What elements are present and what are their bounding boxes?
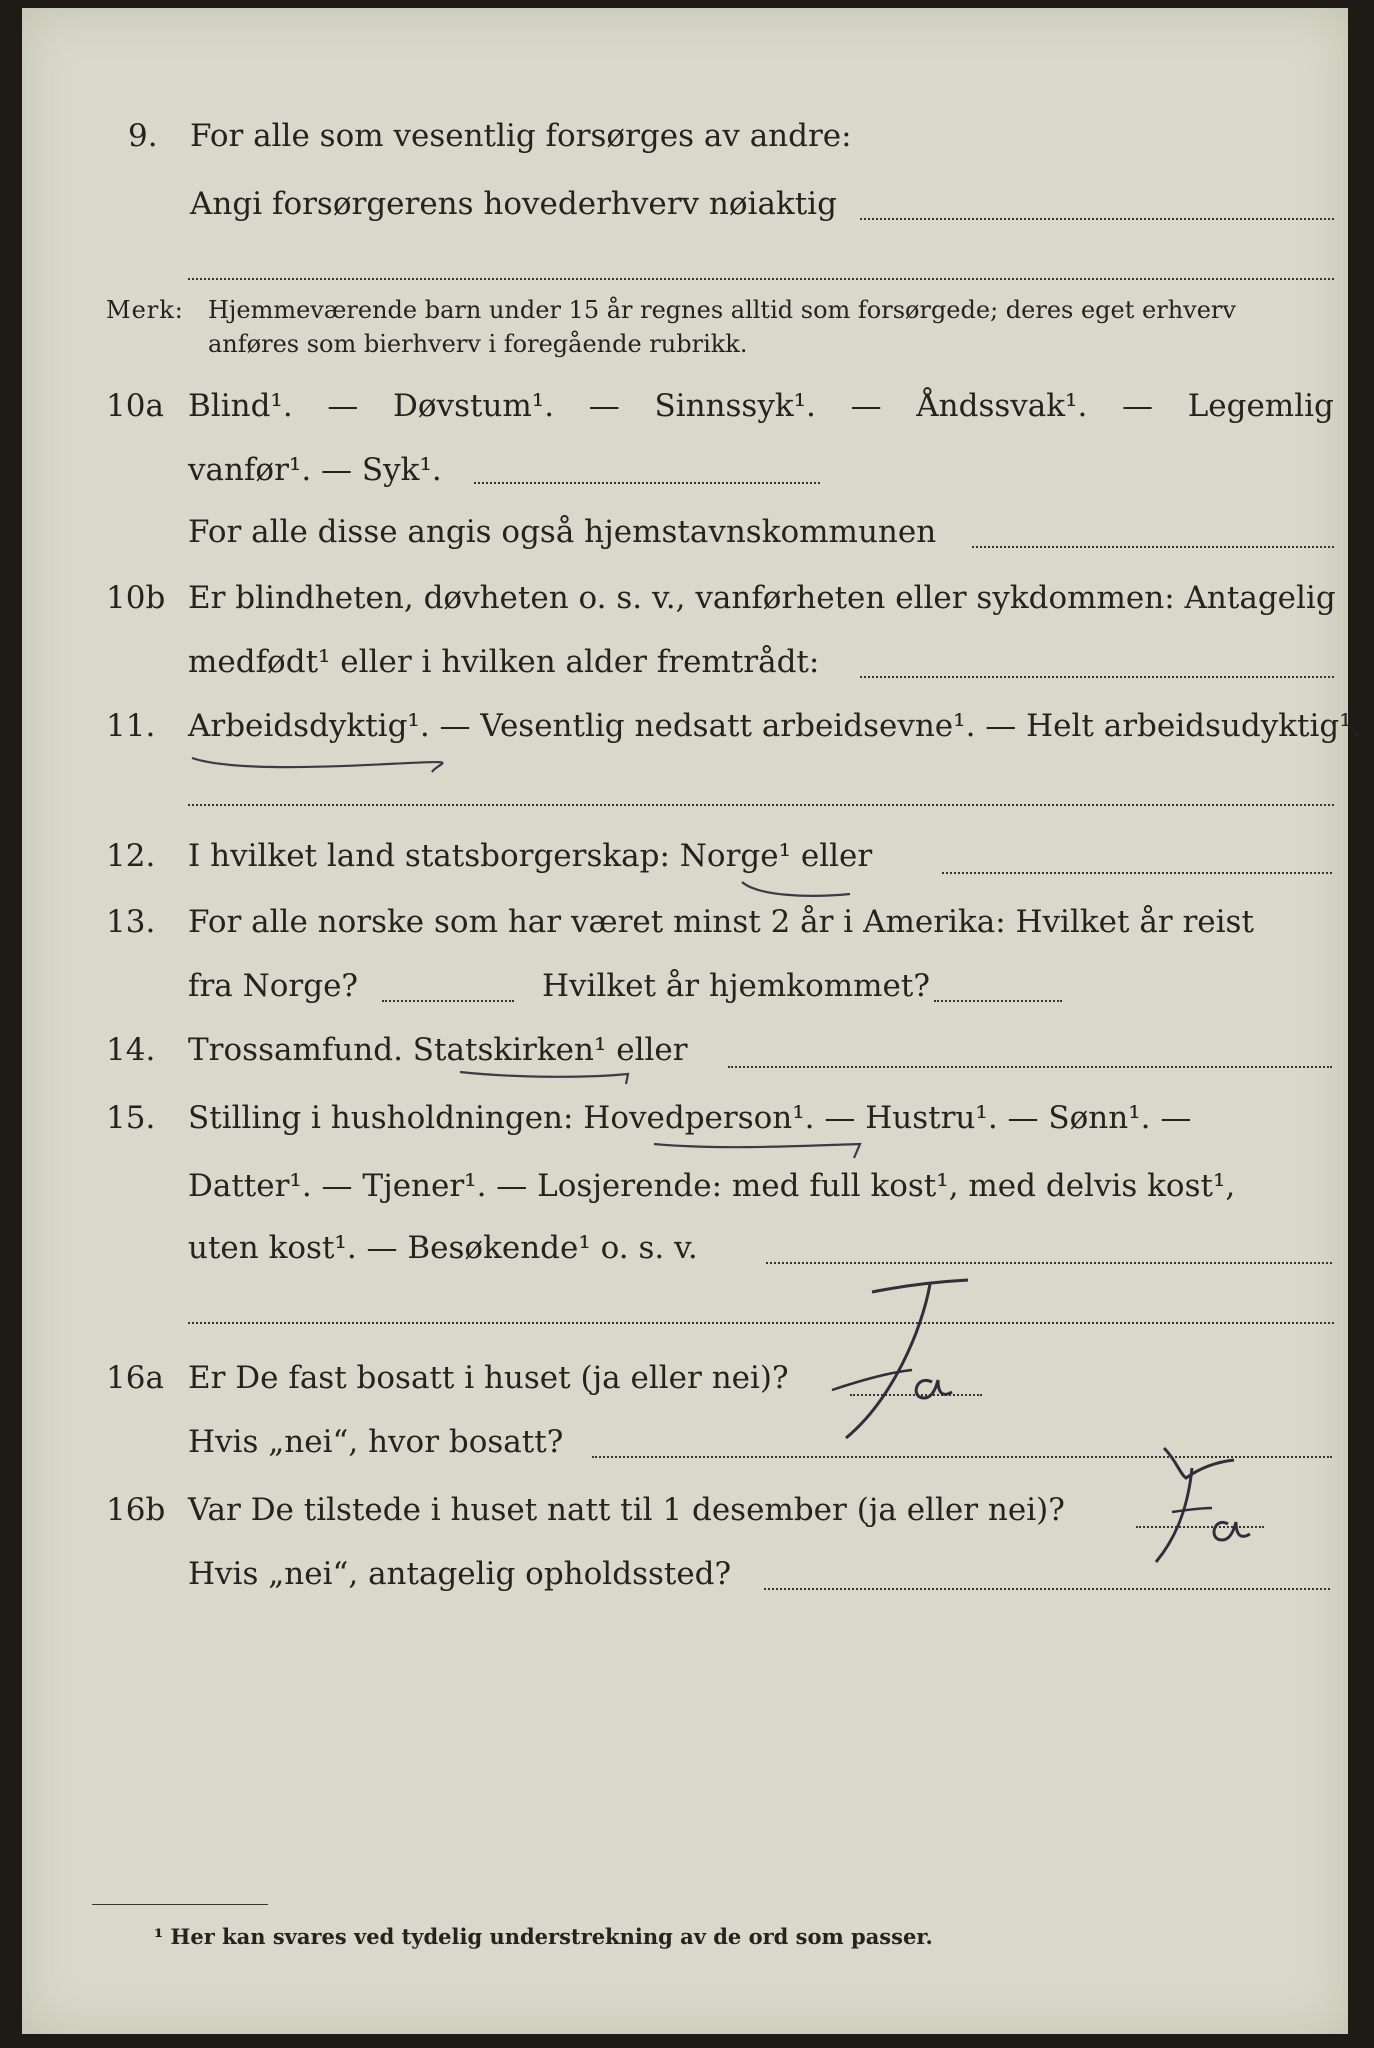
q16b-handwritten-answer: [1116, 1423, 1276, 1578]
q14-handwritten-underline: [456, 1066, 636, 1090]
q9-text-2: Angi forsørgerens hovederhverv nøiaktig: [190, 186, 837, 222]
q16b-text-2: Hvis „nei“, antagelig opholdssted?: [188, 1556, 732, 1592]
q16a-text-2: Hvis „nei“, hvor bosatt?: [188, 1424, 564, 1460]
q10a-answer-line-2: [972, 546, 1334, 548]
footnote-rule: [92, 1904, 268, 1905]
q15-answer-line: [766, 1262, 1332, 1264]
q9-answer-line-2: [188, 278, 1334, 280]
q10b-text-2: medfødt¹ eller i hvilken alder fremtrådt:: [188, 644, 820, 680]
q11-answer-line: [188, 804, 1334, 806]
q10a-option-7: —: [1122, 388, 1154, 424]
q15-number: 15.: [106, 1100, 156, 1136]
q10a-number: 10a: [106, 388, 164, 424]
q10a-option-6: Åndssvak¹.: [916, 388, 1088, 424]
q15-answer-line-2: [188, 1322, 1334, 1324]
q10b-number: 10b: [106, 580, 166, 616]
census-form-page: [22, 8, 1362, 2034]
q10a-answer-line: [474, 482, 820, 484]
merk-text: Hjemmeværende barn under 15 år regnes alltid som forsørgede; deres eget erhverv: [208, 296, 1236, 324]
q9-text: For alle som vesentlig forsørges av andre:: [190, 118, 852, 154]
q13-number: 13.: [106, 904, 156, 940]
q10a-option-2: Døvstum¹.: [393, 388, 555, 424]
q15-text-2: Datter¹. — Tjener¹. — Losjerende: med full kost¹, med delvis kost¹,: [188, 1168, 1236, 1204]
q16b-number: 16b: [106, 1492, 166, 1528]
q13-text: For alle norske som har været minst 2 år i Amerika: Hvilket år reist: [188, 904, 1254, 940]
q10a-text-3: For alle disse angis også hjemstavnskommunen: [188, 514, 937, 550]
q12-number: 12.: [106, 838, 156, 874]
q16a-handwritten-answer: [812, 1255, 992, 1450]
q12-handwritten-underline: [738, 876, 858, 906]
q14-number: 14.: [106, 1032, 156, 1068]
q16b-text: Var De tilstede i huset natt til 1 desember (ja eller nei)?: [188, 1492, 1065, 1528]
q12-text: I hvilket land statsborgerskap: Norge¹ eller: [188, 838, 873, 874]
q15-text-3: uten kost¹. — Besøkende¹ o. s. v.: [188, 1230, 698, 1266]
q10a-option-1: —: [327, 388, 359, 424]
q9-number: 9.: [128, 118, 158, 154]
q16a-text: Er De fast bosatt i huset (ja eller nei)?: [188, 1360, 789, 1396]
q11-text: Arbeidsdyktig¹. — Vesentlig nedsatt arbeidsevne¹. — Helt arbeidsudyktig¹.: [188, 708, 1362, 744]
q10a-option-5: —: [850, 388, 882, 424]
q13-text-2a: fra Norge?: [188, 968, 359, 1004]
q10a-option-4: Sinnssyk¹.: [654, 388, 816, 424]
q10a-option-8: Legemlig: [1187, 388, 1334, 424]
q12-answer-line: [942, 872, 1332, 874]
q11-handwritten-underline: [188, 748, 448, 778]
q10a-option-3: —: [588, 388, 620, 424]
q10b-text: Er blindheten, døvheten o. s. v., vanførheten eller sykdommen: Antagelig: [188, 580, 1336, 616]
q10a-options: [188, 388, 1334, 424]
q10b-answer-line: [860, 676, 1334, 678]
q11-number: 11.: [106, 708, 156, 744]
q16b-answer-text: Ja: [1116, 1423, 1132, 1442]
q14-text: Trossamfund. Statskirken¹ eller: [188, 1032, 688, 1068]
merk-text-2: anføres som bierhverv i foregående rubrikk.: [208, 330, 748, 358]
q13-answer-line-b: [934, 1000, 1062, 1002]
q15-text: Stilling i husholdningen: Hovedperson¹. — Hustru¹. — Sønn¹. —: [188, 1100, 1192, 1136]
merk-label: Merk:: [106, 296, 184, 324]
q13-text-2b: Hvilket år hjemkommet?: [542, 968, 930, 1004]
q15-handwritten-underline: [650, 1134, 870, 1164]
q10a-text-2: vanfør¹. — Syk¹.: [188, 452, 442, 488]
footnote-text: ¹ Her kan svares ved tydelig understrekning av de ord som passer.: [154, 1924, 933, 1949]
q16b-answer-line-2: [764, 1588, 1330, 1590]
q16a-number: 16a: [106, 1360, 164, 1396]
q9-answer-line: [860, 218, 1334, 220]
q16a-answer-text: Ja: [812, 1255, 828, 1274]
q14-answer-line: [728, 1066, 1332, 1068]
q13-answer-line-a: [382, 1000, 514, 1002]
q10a-option-0: Blind¹.: [188, 388, 293, 424]
